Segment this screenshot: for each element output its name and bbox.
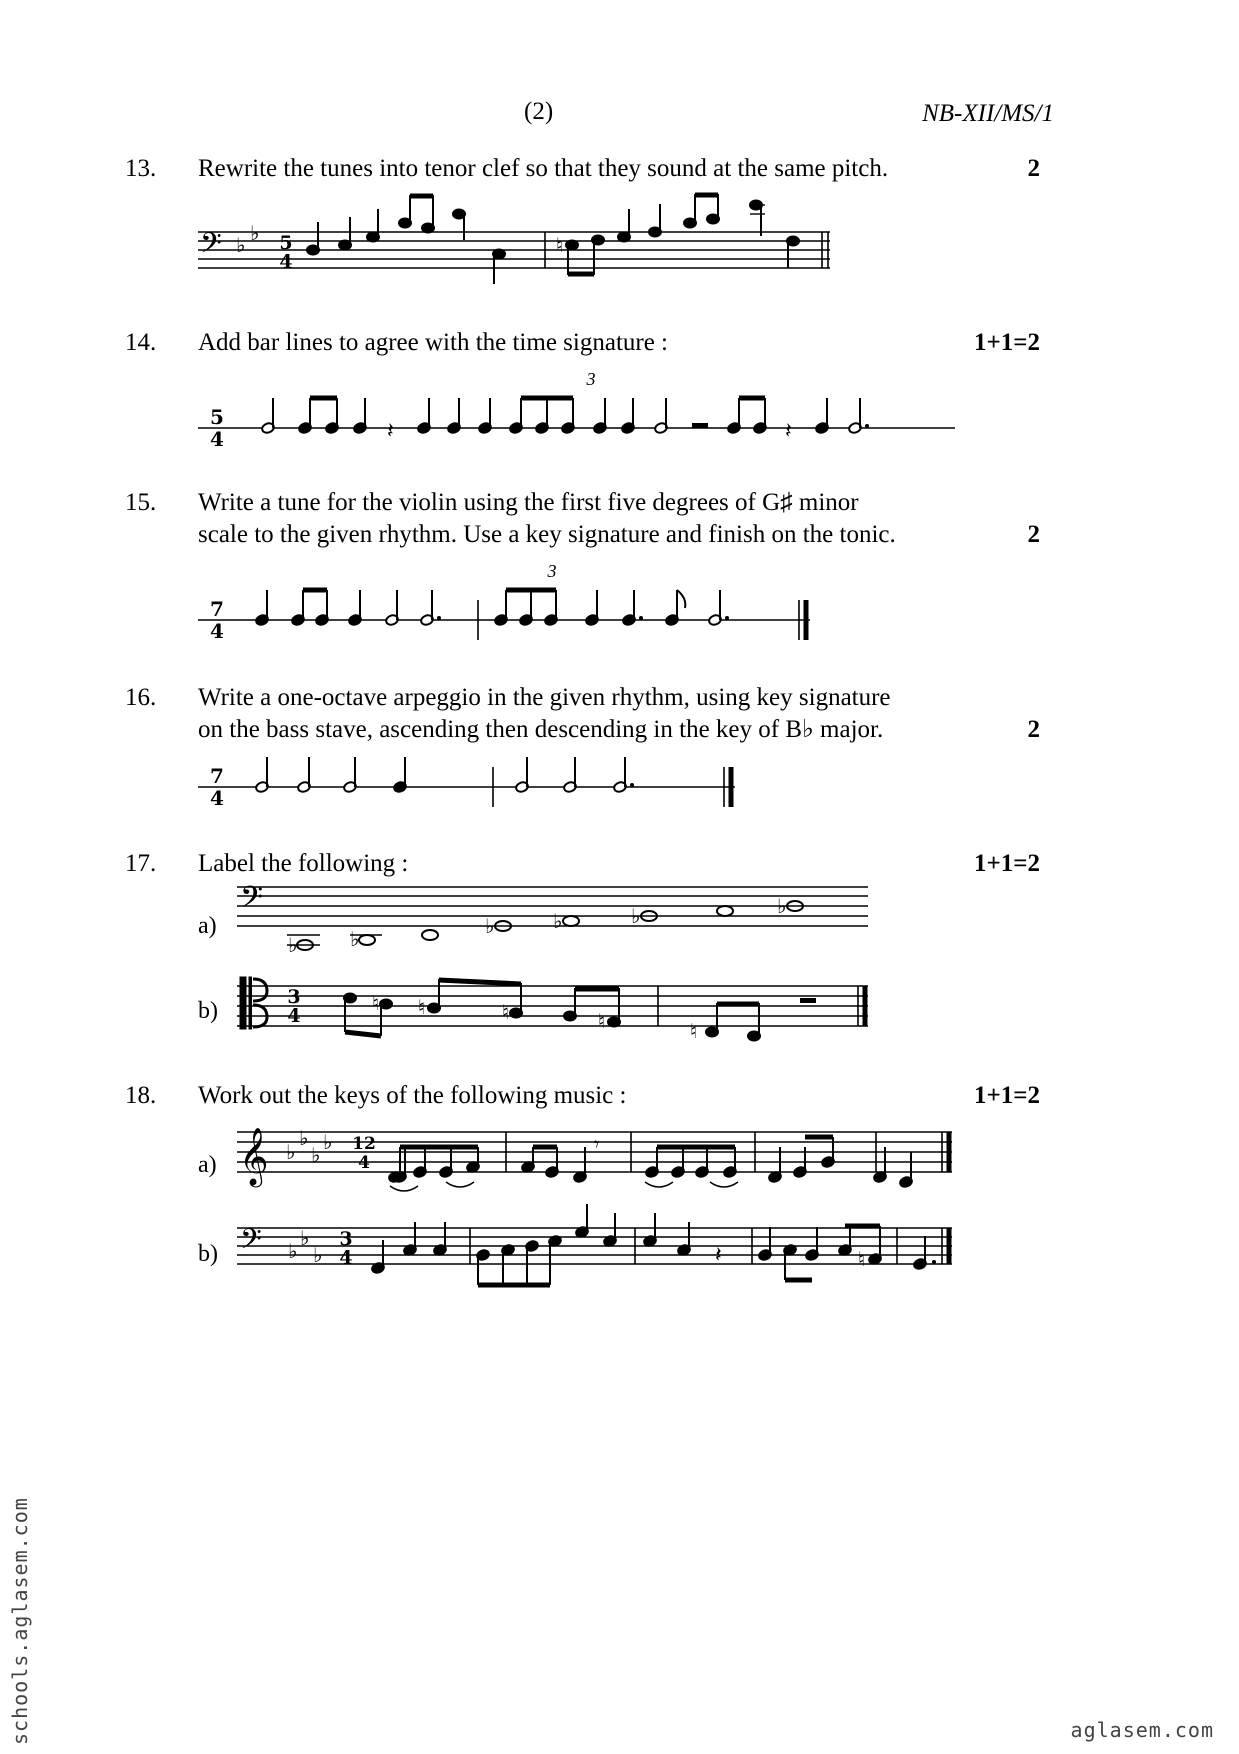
flat-icon: ♭ (236, 235, 246, 257)
q18b-time-bottom: 4 (339, 1247, 353, 1269)
dot (639, 616, 643, 620)
side-watermark: schools.aglasem.com (8, 1497, 32, 1745)
natural-icon: ♮ (556, 235, 564, 257)
q15-tuplet: 3 (547, 561, 557, 581)
treble-clef-icon: 𝄞 (239, 1128, 269, 1184)
footer-watermark: aglasem.com (1070, 1718, 1214, 1742)
flat-icon: ♭ (350, 929, 360, 951)
q13-staff (198, 194, 830, 284)
flat-icon: ♭ (323, 1132, 333, 1154)
q13-time-bottom: 4 (279, 251, 293, 273)
q16-rhythm (198, 757, 735, 810)
half-rest-icon (692, 423, 708, 428)
q18b-time-top: 3 (339, 1228, 353, 1250)
question-17-marks: 1+1=2 (974, 850, 1040, 877)
q13-time-top: 5 (279, 232, 293, 254)
page-number: (2) (524, 98, 554, 125)
question-14-text: Add bar lines to agree with the time signature : (198, 329, 669, 356)
dot (932, 1260, 936, 1264)
quarter-rest-icon: 𝄽 (715, 1242, 722, 1267)
bass-clef-icon: 𝄢 (240, 881, 264, 921)
natural-icon: ♮ (502, 1002, 510, 1024)
q18b-staff (237, 1204, 952, 1285)
flat-icon: ♭ (288, 935, 298, 957)
natural-icon: ♮ (598, 1011, 606, 1033)
paper-code: NB-XII/MS/1 (922, 100, 1054, 127)
q15-rhythm (198, 561, 810, 643)
eighth-rest-icon: 𝄾 (594, 1134, 600, 1156)
flat-icon: ♭ (300, 1228, 310, 1250)
question-17-text: Label the following : (198, 850, 409, 877)
question-16-marks: 2 (1027, 716, 1040, 743)
question-16-text-line2: on the bass stave, ascending then descending in the key of B♭ major. (198, 716, 884, 743)
question-18-marks: 1+1=2 (974, 1082, 1040, 1109)
q16-time-bottom: 4 (210, 786, 224, 810)
question-17-part-b: b) (198, 998, 218, 1024)
bass-clef-icon: 𝄢 (240, 1225, 262, 1262)
q15-time-bottom: 4 (210, 619, 224, 643)
q15-time-top: 7 (210, 597, 224, 621)
natural-icon: ♮ (372, 993, 380, 1015)
tenor-clef-icon (240, 977, 267, 1029)
q16-time-top: 7 (210, 764, 224, 788)
q14-time-bottom: 4 (210, 427, 224, 451)
question-15-number: 15. (125, 489, 157, 516)
natural-icon: ♮ (418, 997, 426, 1019)
flat-icon: ♭ (313, 1245, 323, 1267)
dot (437, 616, 441, 620)
flag (677, 590, 685, 608)
natural-icon: ♮ (858, 1249, 866, 1271)
q14-tuplet: 3 (586, 369, 596, 389)
quarter-rest-icon: 𝄽 (387, 418, 394, 443)
q17a-staff (237, 881, 868, 957)
q18a-time-top: 12 (352, 1134, 376, 1154)
question-13-text: Rewrite the tunes into tenor clef so that they sound at the same pitch. (198, 155, 889, 182)
question-13-marks: 2 (1027, 155, 1040, 182)
dot (865, 424, 869, 428)
bass-clef-icon: 𝄢 (200, 229, 222, 266)
q17b-staff (237, 977, 868, 1043)
flat-icon: ♭ (299, 1128, 309, 1150)
quarter-rest-icon: 𝄽 (785, 418, 792, 443)
flat-icon: ♭ (485, 916, 495, 938)
question-14-marks: 1+1=2 (974, 329, 1040, 356)
q18a-staff (237, 1128, 952, 1191)
flat-icon: ♭ (631, 906, 641, 928)
flat-icon: ♭ (777, 896, 787, 918)
half-rest-icon (800, 998, 816, 1003)
question-13-number: 13. (125, 155, 157, 182)
question-18-part-a: a) (198, 1152, 217, 1178)
dot (725, 616, 729, 620)
natural-icon: ♮ (690, 1021, 698, 1043)
question-17-number: 17. (125, 850, 157, 877)
flat-icon: ♭ (286, 1142, 296, 1164)
dot (630, 783, 634, 787)
flat-icon: ♭ (311, 1145, 321, 1167)
q17b-time-top: 3 (287, 986, 301, 1008)
question-18-part-b: b) (198, 1241, 218, 1267)
q14-time-top: 5 (210, 405, 224, 429)
question-15-text-line2: scale to the given rhythm. Use a key signature and finish on the tonic. (198, 521, 896, 548)
question-16-number: 16. (125, 684, 157, 711)
q18a-time-bottom: 4 (358, 1153, 370, 1173)
question-18-text: Work out the keys of the following music : (198, 1082, 627, 1109)
q14-rhythm (198, 369, 955, 451)
flat-icon: ♭ (250, 223, 260, 245)
question-18-number: 18. (125, 1082, 157, 1109)
question-15-marks: 2 (1027, 521, 1040, 548)
question-17-part-a: a) (198, 913, 217, 939)
flat-icon: ♭ (288, 1241, 298, 1263)
q17b-time-bottom: 4 (287, 1005, 301, 1027)
question-16-text-line1: Write a one-octave arpeggio in the given rhythm, using key signature (198, 684, 891, 711)
question-14-number: 14. (125, 329, 157, 356)
question-15-text-line1: Write a tune for the violin using the first five degrees of G♯ minor (198, 489, 859, 516)
flat-icon: ♭ (553, 911, 563, 933)
